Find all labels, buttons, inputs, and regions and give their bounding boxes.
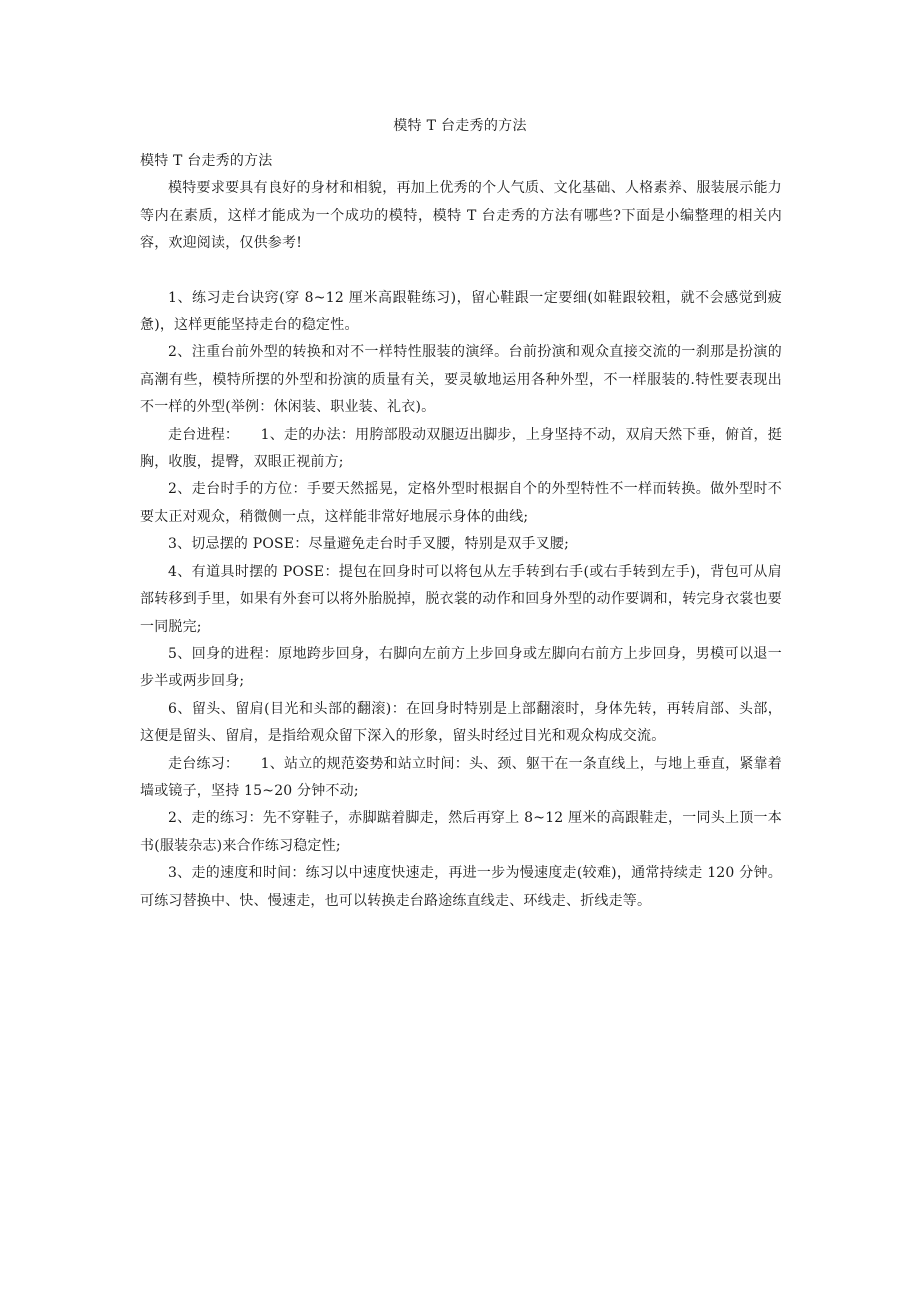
body-paragraph: 走台进程： 1、走的办法：用胯部股动双腿迈出脚步，上身坚持不动，双肩天然下垂，俯首，挺胸，收腹，提臀，双眼正视前方;: [140, 426, 782, 471]
body-paragraph: 3、走的速度和时间：练习以中速度快速走，再进一步为慢速度走(较难)，通常持续走 120 分钟。可练习替换中、快、慢速走，也可以转换走台路途练直线走、环线走、折线走等。: [140, 865, 782, 909]
intro-paragraph: 模特要求要具有良好的身材和相貌，再加上优秀的个人气质、文化基础、人格素养、服装展示能力等内在素质，这样才能成为一个成功的模特，模特 T 台走秀的方法有哪些?下面是小编整理的相关内容，欢迎阅读，仅供参考!: [140, 180, 782, 252]
document-body: [140, 148, 782, 915]
body-paragraph: 2、走台时手的方位：手要天然摇晃，定格外型时根据自个的外型特性不一样而转换。做外型时不要太正对观众，稍微侧一点，这样能非常好地展示身体的曲线;: [140, 481, 782, 525]
body-paragraph: 2、走的练习：先不穿鞋子，赤脚踮着脚走，然后再穿上 8~12 厘米的高跟鞋走，一同头上顶一本书(服装杂志)来合作练习稳定性;: [140, 810, 782, 854]
body-paragraph: 6、留头、留肩(目光和头部的翻滚)：在回身时特别是上部翻滚时，身体先转，再转肩部、头部，这便是留头、留肩，是指给观众留下深入的形象，留头时经过目光和观众构成交流。: [140, 700, 782, 745]
document-subtitle: 模特 T 台走秀的方法: [140, 153, 273, 169]
body-paragraph: 2、注重台前外型的转换和对不一样特性服装的演绎。台前扮演和观众直接交流的一刹那是扮演的高潮有些，模特所摆的外型和扮演的质量有关，要灵敏地运用各种外型，不一样服装的.特性要表现出不一样的外型(举例：休闲装、职业装、礼衣)。: [140, 344, 782, 416]
body-paragraph: 走台练习： 1、站立的规范姿势和站立时间：头、颈、躯干在一条直线上，与地上垂直，紧靠着墙或镜子，坚持 15~20 分钟不动;: [140, 755, 782, 799]
body-paragraph: 4、有道具时摆的 POSE：提包在回身时可以将包从左手转到右手(或右手转到左手)，背包可从肩部转移到手里，如果有外套可以将外胎脱掉，脱衣裳的动作和回身外型的动作要调和，转完身衣裳也要一同脱完;: [140, 563, 782, 635]
body-paragraph: 5、回身的进程：原地跨步回身，右脚向左前方上步回身或左脚向右前方上步回身，男模可以退一步半或两步回身;: [140, 645, 782, 690]
body-paragraph: 3、切忌摆的 POSE：尽量避免走台时手叉腰，特别是双手叉腰;: [168, 536, 569, 553]
document-title: 模特 T 台走秀的方法: [393, 118, 527, 134]
paragraph-spacer: [140, 258, 782, 285]
body-paragraph: 1、练习走台诀窍(穿 8~12 厘米高跟鞋练习)，留心鞋跟一定要细(如鞋跟较粗，就不会感觉到疲惫)，这样更能坚持走台的稳定性。: [140, 289, 782, 334]
